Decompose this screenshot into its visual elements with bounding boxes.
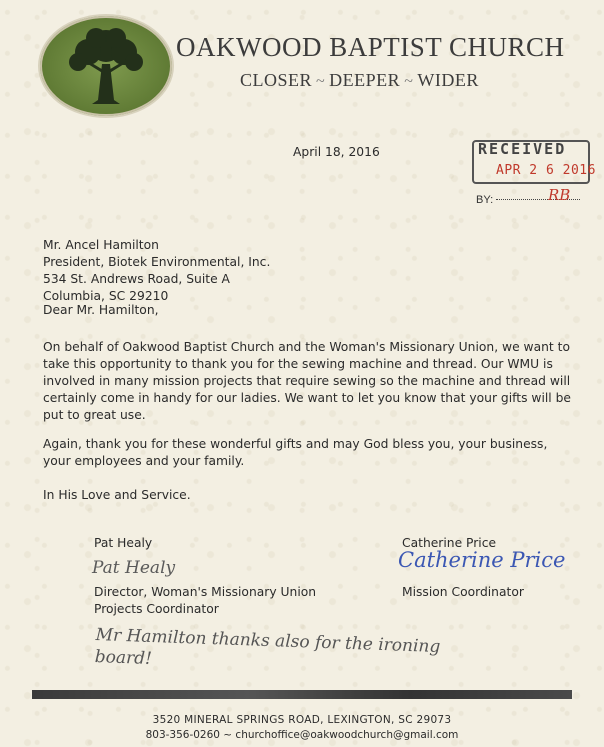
body-paragraph: On behalf of Oakwood Baptist Church and the Woman's Missionary Union, we want to take this opportunity to thank you for the sewing machine and thread. Our WMU is involved in many mission projects that require sewing so the machine and thread will certainly come in handy for our ladies. We want to let you know that your gifts will be put to great use. — [43, 340, 571, 422]
tagline-separator: ~ — [404, 73, 414, 90]
received-stamp-title: RECEIVED — [478, 140, 567, 158]
address-line: Mr. Ancel Hamilton — [43, 238, 159, 252]
body-paragraph: Again, thank you for these wonderful gifts and may God bless you, your business, your employees and your family. — [43, 437, 548, 468]
footer-contact: 803-356-0260 ~ churchoffice@oakwoodchurch@gmail.com — [145, 729, 459, 741]
received-stamp-by-label: BY: — [476, 194, 494, 206]
signer-title-left — [94, 584, 316, 618]
closing: In His Love and Service. — [43, 488, 191, 502]
recipient-address — [43, 237, 270, 305]
tagline-separator: ~ — [316, 73, 326, 90]
handwritten-signature-right: Catherine Price — [398, 548, 566, 572]
received-stamp-initials: RB — [548, 186, 571, 204]
address-line: President, Biotek Environmental, Inc. — [43, 255, 271, 269]
tagline-word: DEEPER — [329, 70, 401, 90]
signer-name-left: Pat Healy — [94, 536, 153, 550]
church-logo — [38, 14, 174, 118]
address-line: Columbia, SC 29210 — [43, 289, 169, 303]
tagline-word: WIDER — [417, 70, 479, 90]
footer-divider — [32, 690, 572, 699]
tree-icon — [40, 16, 172, 116]
church-tagline — [240, 70, 479, 91]
address-line: 534 St. Andrews Road, Suite A — [43, 272, 230, 286]
signer-name-right: Catherine Price — [402, 536, 497, 550]
received-stamp-date: APR 2 6 2016 — [496, 163, 596, 178]
signer-title-line: Director, Woman's Missionary Union — [94, 585, 317, 599]
tagline-word: CLOSER — [240, 70, 313, 90]
church-name: OAKWOOD BAPTIST CHURCH — [176, 32, 565, 62]
letter-date: April 18, 2016 — [293, 145, 380, 159]
salutation: Dear Mr. Hamilton, — [43, 303, 159, 317]
signer-title-line: Projects Coordinator — [94, 602, 219, 616]
footer-address: 3520 MINERAL SPRINGS ROAD, LEXINGTON, SC 29073 — [152, 714, 452, 726]
handwritten-note: Mr Hamilton thanks also for the ironing board! — [94, 624, 441, 669]
handwritten-signature-left: Pat Healy — [92, 558, 176, 578]
signer-title-right: Mission Coordinator — [402, 585, 524, 599]
